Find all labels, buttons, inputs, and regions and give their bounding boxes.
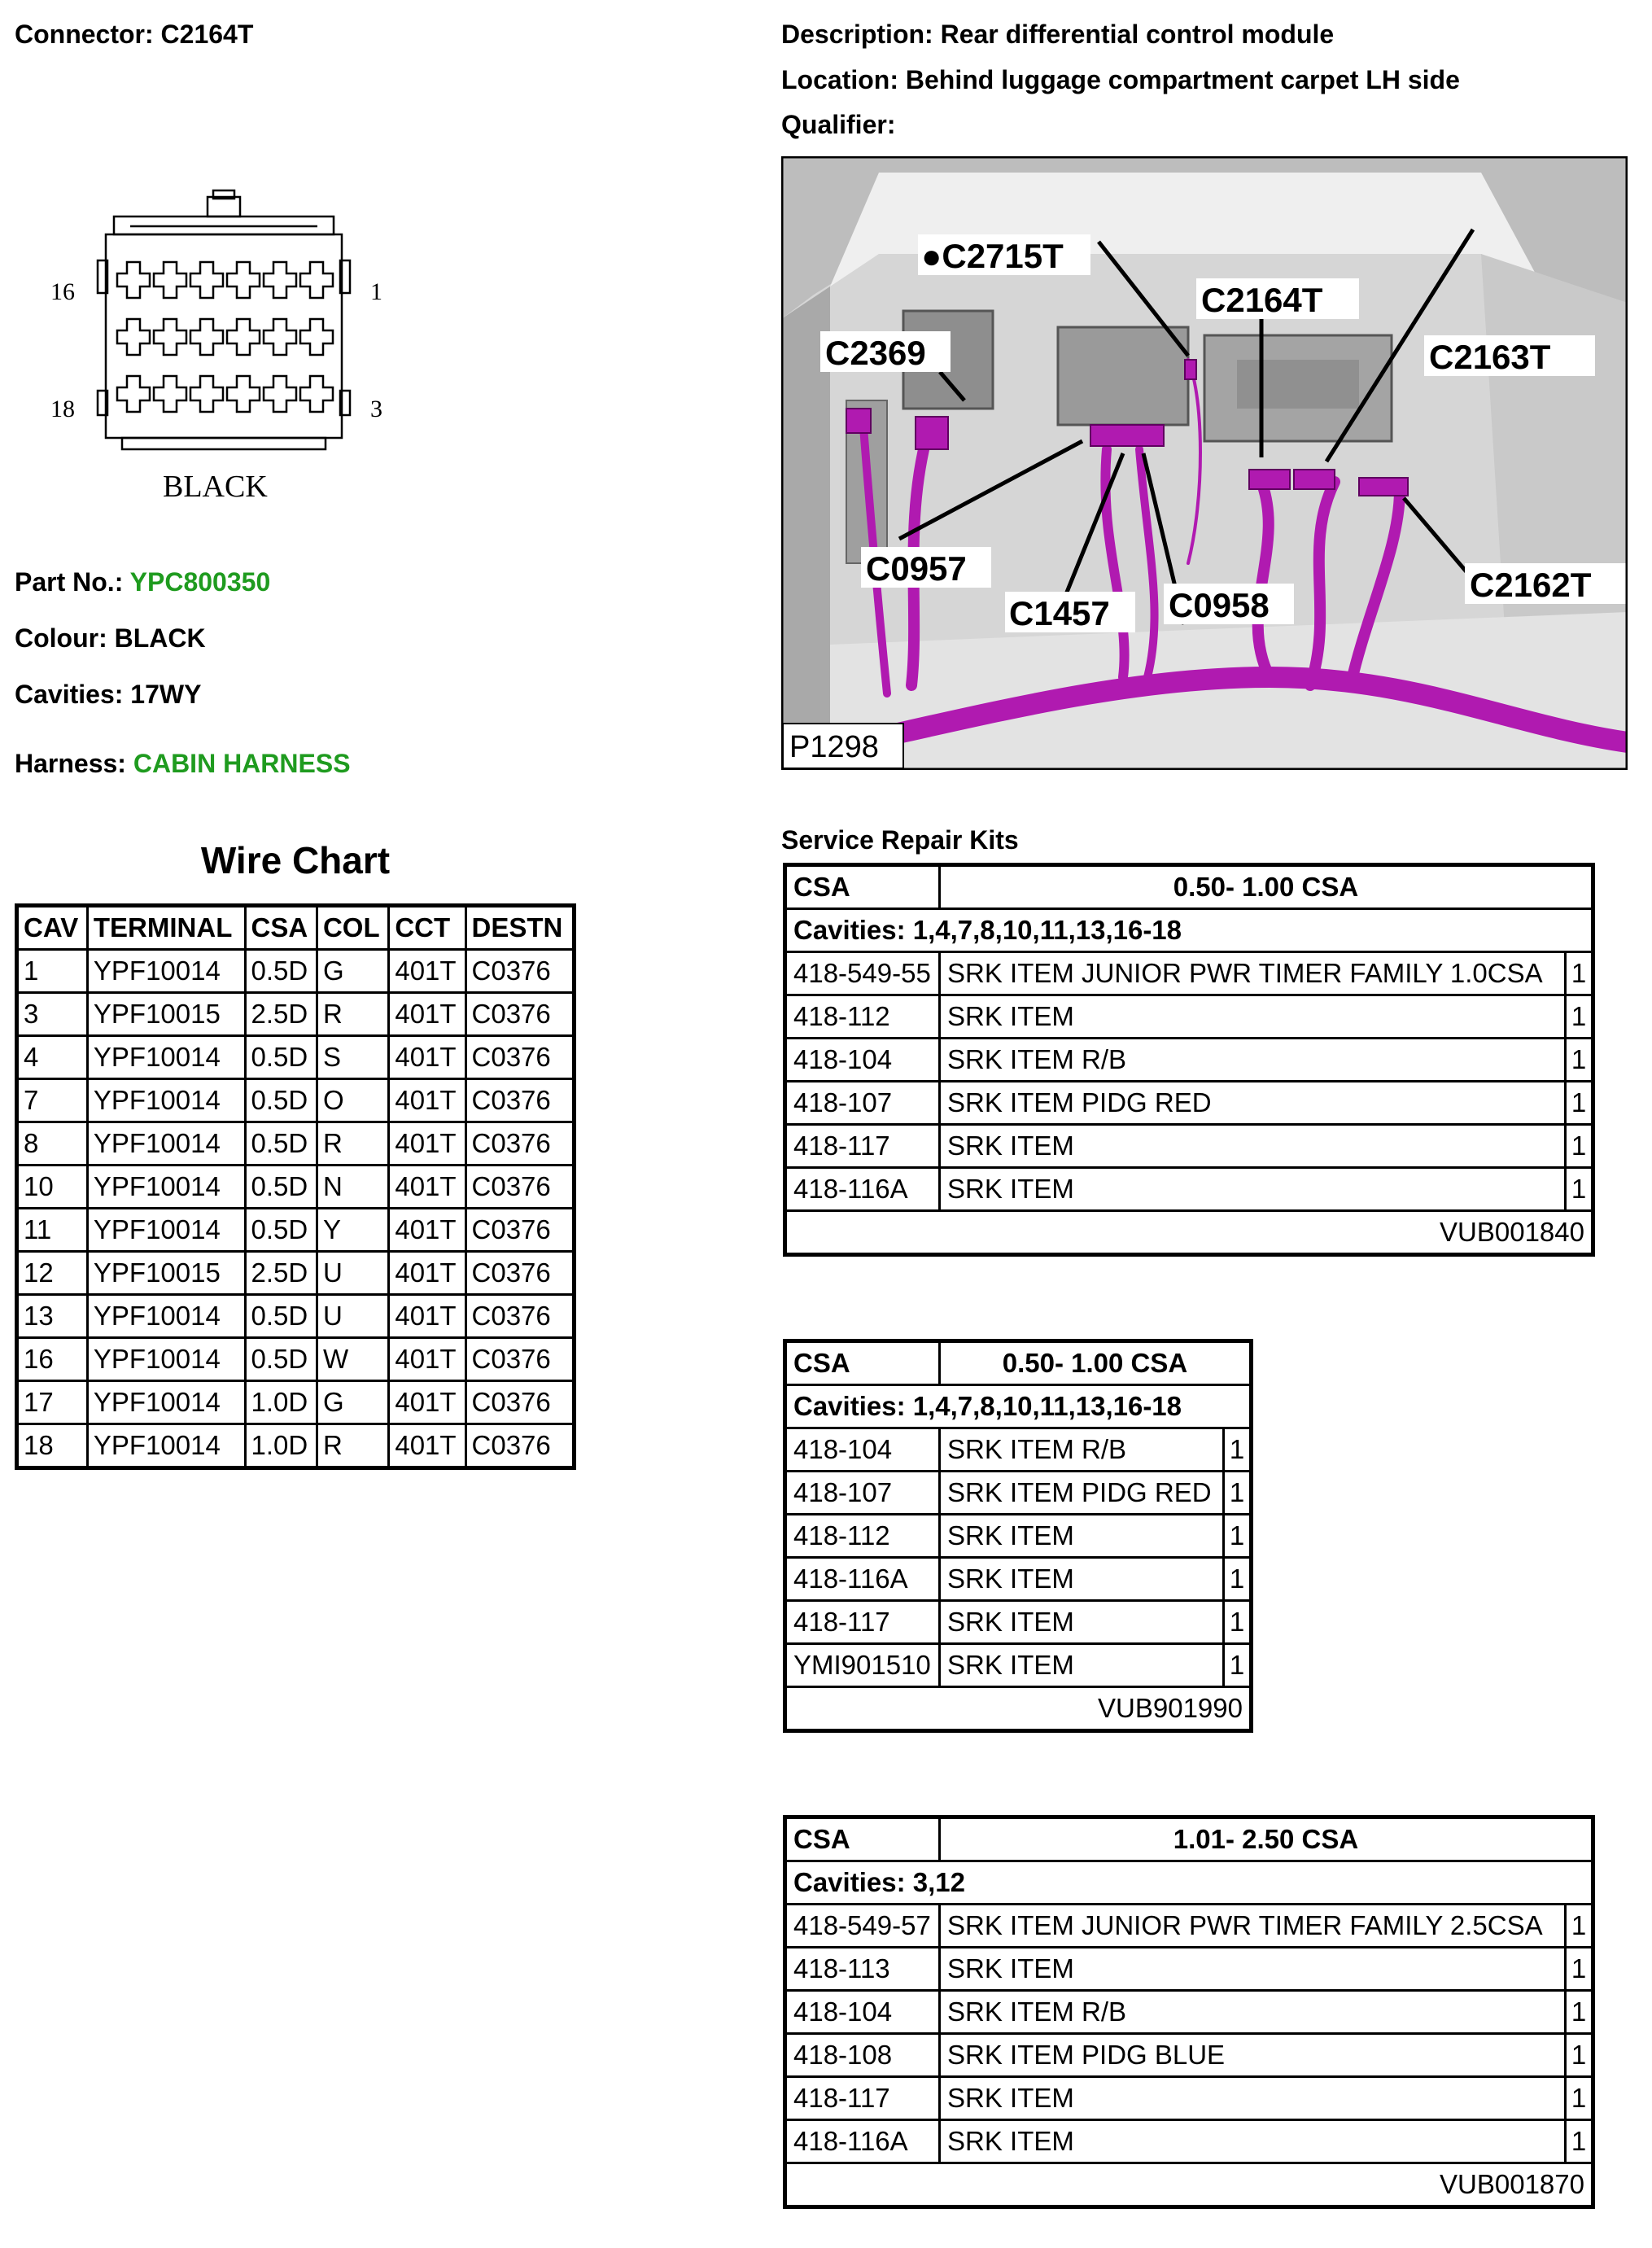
kit-item-part-number: 418-116A xyxy=(785,2120,940,2163)
wire-chart-cell: YPF10014 xyxy=(87,1424,245,1468)
kit-csa-value: 1.01- 2.50 CSA xyxy=(940,1817,1593,1861)
kit-item-description: SRK ITEM PIDG RED xyxy=(940,1082,1566,1125)
wire-chart-cell: C0376 xyxy=(465,1079,574,1122)
kit-item-part-number: 418-549-55 xyxy=(785,952,940,995)
kit-item-part-number: 418-117 xyxy=(785,2077,940,2120)
kit-item-row xyxy=(785,1125,1593,1168)
kit-item-quantity: 1 xyxy=(1566,1905,1593,1948)
kit-cavities-row xyxy=(785,1385,1252,1428)
wire-chart-cell: 401T xyxy=(389,1295,465,1338)
location-photo xyxy=(781,156,1628,770)
harness-label: Harness: xyxy=(15,749,126,778)
kit-cavities: Cavities: 3,12 xyxy=(785,1861,1593,1905)
wire-chart-row xyxy=(17,1424,575,1468)
wire-chart-row xyxy=(17,1209,575,1252)
kit-item-quantity: 1 xyxy=(1566,2120,1593,2163)
kit-item-description: SRK ITEM xyxy=(940,1558,1224,1601)
connector-cavity xyxy=(190,376,223,412)
wire-chart-cell: 0.5D xyxy=(245,1036,317,1079)
wire-chart-row xyxy=(17,1295,575,1338)
wire-chart-cell: YPF10014 xyxy=(87,1295,245,1338)
connector-cavity xyxy=(227,319,260,355)
kit-cavities-row xyxy=(785,909,1593,952)
wire-chart-cell: YPF10014 xyxy=(87,1122,245,1166)
kit-item-description: SRK ITEM xyxy=(940,1644,1224,1687)
connector-label: Connector: C2164T xyxy=(15,20,254,49)
repair-kit-table xyxy=(783,1339,1253,1733)
wire-chart-cell: YPF10014 xyxy=(87,1381,245,1424)
wire-chart-cell: R xyxy=(317,1122,388,1166)
kit-item-row xyxy=(785,1558,1252,1601)
kit-item-part-number: 418-112 xyxy=(785,995,940,1039)
kit-item-description: SRK ITEM R/B xyxy=(940,1428,1224,1472)
wire-chart-header-col: COL xyxy=(317,906,388,950)
kit-item-quantity: 1 xyxy=(1566,2077,1593,2120)
wire-chart-cell: Y xyxy=(317,1209,388,1252)
photo-label-c2163t: C2163T xyxy=(1429,338,1551,376)
connector-cavity xyxy=(154,376,186,412)
wire-chart-cell: C0376 xyxy=(465,1122,574,1166)
kit-item-part-number: 418-113 xyxy=(785,1948,940,1991)
kit-item-row xyxy=(785,995,1593,1039)
kit-csa-row xyxy=(785,865,1593,909)
wire-chart-cell: C0376 xyxy=(465,1424,574,1468)
kit-item-part-number: 418-107 xyxy=(785,1472,940,1515)
kit-item-description: SRK ITEM PIDG RED xyxy=(940,1472,1224,1515)
kit-code-row xyxy=(785,1687,1252,1731)
kit-item-quantity: 1 xyxy=(1566,1168,1593,1211)
kit-item-description: SRK ITEM xyxy=(940,1125,1566,1168)
kit-item-quantity: 1 xyxy=(1566,952,1593,995)
kit-item-description: SRK ITEM xyxy=(940,1601,1224,1644)
wire-chart-header-row xyxy=(17,906,575,950)
kit-item-part-number: 418-116A xyxy=(785,1168,940,1211)
kit-csa-label: CSA xyxy=(785,1817,940,1861)
kit-cavities-row xyxy=(785,1861,1593,1905)
harness-value: CABIN HARNESS xyxy=(133,749,351,778)
photo-label-c2369: C2369 xyxy=(825,334,926,372)
kit-item-row xyxy=(785,2120,1593,2163)
kit-item-row xyxy=(785,1428,1252,1472)
wire-chart-cell: W xyxy=(317,1338,388,1381)
kit-item-quantity: 1 xyxy=(1224,1472,1252,1515)
wire-chart-cell: 4 xyxy=(17,1036,88,1079)
wire-chart-cell: YPF10014 xyxy=(87,950,245,993)
wire-chart-cell: 401T xyxy=(389,1166,465,1209)
part-number-value: YPC800350 xyxy=(129,567,271,597)
wire-chart-cell: YPF10014 xyxy=(87,1166,245,1209)
wire-chart-header-csa: CSA xyxy=(245,906,317,950)
kit-item-row xyxy=(785,1601,1252,1644)
kit-item-description: SRK ITEM R/B xyxy=(940,1039,1566,1082)
wire-chart-header-destn: DESTN xyxy=(465,906,574,950)
kit-item-part-number: 418-549-57 xyxy=(785,1905,940,1948)
wire-chart-cell: 401T xyxy=(389,993,465,1036)
wire-chart-cell: R xyxy=(317,1424,388,1468)
pin-18-label: 18 xyxy=(50,396,75,422)
wire-chart-cell: C0376 xyxy=(465,1381,574,1424)
part-number xyxy=(15,566,270,598)
connector-cavity xyxy=(227,376,260,412)
kit-cavities: Cavities: 1,4,7,8,10,11,13,16-18 xyxy=(785,909,1593,952)
wire-chart-cell: S xyxy=(317,1036,388,1079)
wire-chart-cell: 0.5D xyxy=(245,1079,317,1122)
wire-chart-cell: U xyxy=(317,1295,388,1338)
wire-chart-cell: C0376 xyxy=(465,950,574,993)
photo-label-c0957: C0957 xyxy=(866,549,967,588)
kit-item-row xyxy=(785,952,1593,995)
wire-chart-cell: 401T xyxy=(389,1252,465,1295)
wire-chart-cell: G xyxy=(317,950,388,993)
photo-label-c2715t: ●C2715T xyxy=(921,237,1064,275)
kit-item-part-number: 418-108 xyxy=(785,2034,940,2077)
wire-chart-cell: G xyxy=(317,1381,388,1424)
kit-item-description: SRK ITEM xyxy=(940,2120,1566,2163)
wire-chart-cell: 401T xyxy=(389,1036,465,1079)
wire-chart-cell: 0.5D xyxy=(245,1166,317,1209)
photo-label-c0958: C0958 xyxy=(1169,586,1270,624)
wire-chart-cell: 0.5D xyxy=(245,1209,317,1252)
wire-chart-header-cct: CCT xyxy=(389,906,465,950)
wire-chart-cell: C0376 xyxy=(465,1036,574,1079)
kit-item-row xyxy=(785,1515,1252,1558)
photo-label-c2162t: C2162T xyxy=(1470,566,1592,604)
wire-chart-cell: YPF10015 xyxy=(87,1252,245,1295)
kit-code: VUB901990 xyxy=(785,1687,1252,1731)
wire-chart-table xyxy=(15,903,576,1470)
kit-item-row xyxy=(785,1948,1593,1991)
kit-item-description: SRK ITEM PIDG BLUE xyxy=(940,2034,1566,2077)
kit-item-quantity: 1 xyxy=(1566,1948,1593,1991)
wire-chart-cell: 401T xyxy=(389,950,465,993)
wire-chart-row xyxy=(17,1252,575,1295)
kit-csa-value: 0.50- 1.00 CSA xyxy=(940,865,1593,909)
kit-item-part-number: 418-104 xyxy=(785,1991,940,2034)
kit-csa-row xyxy=(785,1817,1593,1861)
kit-csa-value: 0.50- 1.00 CSA xyxy=(940,1341,1252,1385)
connector-cavity xyxy=(190,319,223,355)
photo-reference-p1298: P1298 xyxy=(789,730,879,764)
wire-chart-cell: 16 xyxy=(17,1338,88,1381)
kit-csa-row xyxy=(785,1341,1252,1385)
harness-info xyxy=(15,747,351,780)
kit-item-row xyxy=(785,1082,1593,1125)
connector-cavity xyxy=(154,262,186,298)
wire-chart-cell: 1 xyxy=(17,950,88,993)
wire-chart-cell: 17 xyxy=(17,1381,88,1424)
kit-code: VUB001840 xyxy=(785,1211,1593,1255)
wire-chart-cell: 13 xyxy=(17,1295,88,1338)
wire-chart-cell: C0376 xyxy=(465,1209,574,1252)
wire-chart-cell: O xyxy=(317,1079,388,1122)
wire-chart-cell: C0376 xyxy=(465,1166,574,1209)
kit-item-description: SRK ITEM xyxy=(940,1515,1224,1558)
connector-colour-label: BLACK xyxy=(163,470,268,504)
wire-chart-cell: C0376 xyxy=(465,1295,574,1338)
kit-item-part-number: 418-116A xyxy=(785,1558,940,1601)
kit-item-description: SRK ITEM xyxy=(940,995,1566,1039)
kit-item-part-number: 418-104 xyxy=(785,1428,940,1472)
kit-csa-label: CSA xyxy=(785,1341,940,1385)
kit-item-row xyxy=(785,2077,1593,2120)
kit-item-quantity: 1 xyxy=(1224,1644,1252,1687)
wire-chart-cell: 0.5D xyxy=(245,950,317,993)
kit-code-row xyxy=(785,2163,1593,2207)
kit-item-quantity: 1 xyxy=(1566,2034,1593,2077)
wire-chart-row xyxy=(17,1381,575,1424)
wire-chart-cell: 401T xyxy=(389,1338,465,1381)
connector-cavity xyxy=(264,262,296,298)
location-label: Location: Behind luggage compartment carpet LH side xyxy=(781,65,1460,94)
wire-chart-cell: R xyxy=(317,993,388,1036)
wire-chart-cell: 401T xyxy=(389,1424,465,1468)
kit-item-description: SRK ITEM xyxy=(940,1948,1566,1991)
kit-item-row xyxy=(785,2034,1593,2077)
kit-item-quantity: 1 xyxy=(1224,1601,1252,1644)
kit-item-description: SRK ITEM xyxy=(940,2077,1566,2120)
wire-chart-cell: C0376 xyxy=(465,1338,574,1381)
kit-item-part-number: 418-104 xyxy=(785,1039,940,1082)
wire-chart-row xyxy=(17,950,575,993)
wire-chart-cell: 18 xyxy=(17,1424,88,1468)
wire-chart-header-cav: CAV xyxy=(17,906,88,950)
photo-label-c2164t: C2164T xyxy=(1201,281,1323,319)
wire-chart-cell: C0376 xyxy=(465,993,574,1036)
part-number-label: Part No.: xyxy=(15,567,124,597)
colour-info: Colour: BLACK xyxy=(15,623,206,653)
wire-chart-row xyxy=(17,1122,575,1166)
pin-3-label: 3 xyxy=(370,396,382,422)
kit-item-part-number: 418-117 xyxy=(785,1601,940,1644)
wire-chart-cell: U xyxy=(317,1252,388,1295)
wire-chart-cell: YPF10014 xyxy=(87,1338,245,1381)
kit-item-part-number: 418-107 xyxy=(785,1082,940,1125)
kit-item-quantity: 1 xyxy=(1224,1515,1252,1558)
wire-chart-cell: YPF10014 xyxy=(87,1079,245,1122)
wire-chart-cell: 401T xyxy=(389,1209,465,1252)
pin-16-label: 16 xyxy=(50,278,75,305)
connector-cavity xyxy=(117,319,150,355)
repair-kit-table xyxy=(783,863,1595,1257)
kit-item-quantity: 1 xyxy=(1566,1991,1593,2034)
wire-chart-cell: 401T xyxy=(389,1122,465,1166)
connector-cavity xyxy=(300,376,333,412)
kit-item-part-number: YMI901510 xyxy=(785,1644,940,1687)
connector-cavity xyxy=(227,262,260,298)
wire-chart-title: Wire Chart xyxy=(200,839,391,881)
wire-chart-row xyxy=(17,993,575,1036)
wire-chart-cell: N xyxy=(317,1166,388,1209)
wire-chart-cell: 401T xyxy=(389,1079,465,1122)
wire-chart-cell: 0.5D xyxy=(245,1338,317,1381)
kit-item-row xyxy=(785,1644,1252,1687)
kit-item-row xyxy=(785,1168,1593,1211)
wire-chart-cell: 3 xyxy=(17,993,88,1036)
wire-chart-cell: C0376 xyxy=(465,1252,574,1295)
qualifier-label: Qualifier: xyxy=(781,110,896,139)
wire-chart-cell: 2.5D xyxy=(245,1252,317,1295)
kit-item-row xyxy=(785,1472,1252,1515)
pin-1-label: 1 xyxy=(370,278,382,305)
wire-chart-cell: 401T xyxy=(389,1381,465,1424)
connector-cavity xyxy=(264,319,296,355)
wire-chart-cell: 12 xyxy=(17,1252,88,1295)
kit-item-part-number: 418-117 xyxy=(785,1125,940,1168)
wire-chart-cell: 11 xyxy=(17,1209,88,1252)
connector-cavity xyxy=(300,262,333,298)
kit-item-description: SRK ITEM R/B xyxy=(940,1991,1566,2034)
connector-cavity xyxy=(154,319,186,355)
connector-cavity xyxy=(190,262,223,298)
wire-chart-cell: 10 xyxy=(17,1166,88,1209)
connector-cavity xyxy=(117,376,150,412)
kit-item-part-number: 418-112 xyxy=(785,1515,940,1558)
kit-csa-label: CSA xyxy=(785,865,940,909)
wire-chart-cell: 1.0D xyxy=(245,1424,317,1468)
photo-label-c1457: C1457 xyxy=(1009,594,1110,632)
wire-chart-cell: 1.0D xyxy=(245,1381,317,1424)
wire-chart-cell: 7 xyxy=(17,1079,88,1122)
wire-chart-row xyxy=(17,1036,575,1079)
description-label: Description: Rear differential control module xyxy=(781,20,1335,49)
wire-chart-cell: YPF10014 xyxy=(87,1209,245,1252)
kit-item-quantity: 1 xyxy=(1566,1082,1593,1125)
kit-item-row xyxy=(785,1991,1593,2034)
kit-item-description: SRK ITEM JUNIOR PWR TIMER FAMILY 1.0CSA xyxy=(940,952,1566,995)
kit-item-quantity: 1 xyxy=(1224,1428,1252,1472)
kit-item-quantity: 1 xyxy=(1566,1039,1593,1082)
connector-face-diagram xyxy=(33,187,407,513)
wire-chart-cell: YPF10014 xyxy=(87,1036,245,1079)
kit-item-description: SRK ITEM xyxy=(940,1168,1566,1211)
wire-chart-row xyxy=(17,1166,575,1209)
kit-item-description: SRK ITEM JUNIOR PWR TIMER FAMILY 2.5CSA xyxy=(940,1905,1566,1948)
wire-chart-header-terminal: TERMINAL xyxy=(87,906,245,950)
wire-chart-cell: 0.5D xyxy=(245,1295,317,1338)
wire-chart-cell: YPF10015 xyxy=(87,993,245,1036)
kit-cavities: Cavities: 1,4,7,8,10,11,13,16-18 xyxy=(785,1385,1252,1428)
wire-chart-cell: 2.5D xyxy=(245,993,317,1036)
connector-cavity xyxy=(300,319,333,355)
kit-item-row xyxy=(785,1905,1593,1948)
kit-code-row xyxy=(785,1211,1593,1255)
connector-cavity xyxy=(264,376,296,412)
cavities-info: Cavities: 17WY xyxy=(15,680,202,709)
service-repair-kits-title: Service Repair Kits xyxy=(781,825,1019,855)
kit-code: VUB001870 xyxy=(785,2163,1593,2207)
wire-chart-cell: 0.5D xyxy=(245,1122,317,1166)
kit-item-quantity: 1 xyxy=(1224,1558,1252,1601)
kit-item-row xyxy=(785,1039,1593,1082)
connector-cavity xyxy=(117,262,150,298)
kit-item-quantity: 1 xyxy=(1566,1125,1593,1168)
wire-chart-cell: 8 xyxy=(17,1122,88,1166)
kit-item-quantity: 1 xyxy=(1566,995,1593,1039)
repair-kit-table xyxy=(783,1815,1595,2209)
wire-chart-row xyxy=(17,1079,575,1122)
wire-chart-row xyxy=(17,1338,575,1381)
